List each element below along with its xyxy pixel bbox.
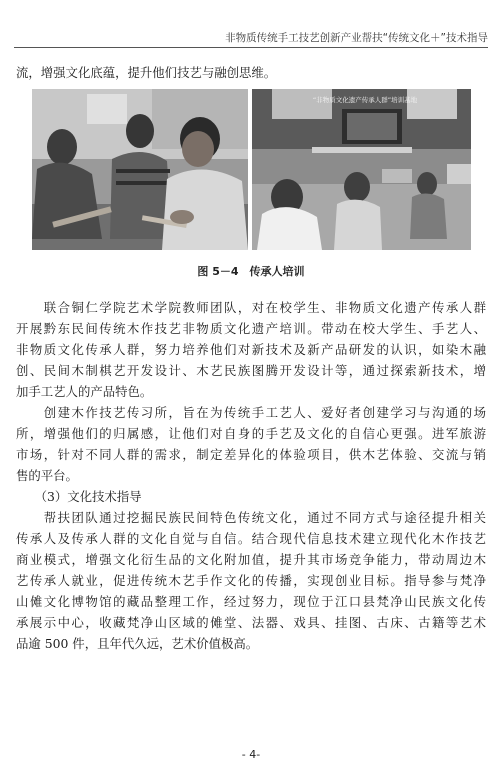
paragraph-1-line-5: 加手工艺人的产品特色。 xyxy=(16,384,153,399)
paragraph-1-line-2: 开展黔东民间传统木作技艺非物质文化遗产培训。带动在校大学生、手艺人、 xyxy=(16,321,486,336)
paragraph-3-line-1: 帮扶团队通过挖掘民族民间特色传统文化，通过不同方式与途径提升相关 xyxy=(16,510,486,525)
paragraph-3-line-5: 山傩文化博物馆的藏品整理工作，经过努力，现位于江口县梵净山民族文化传 xyxy=(16,594,486,609)
paragraph-3-line-2: 传承人及传承人群的文化自觉与自信。结合现代信息技术建立现代化木作技艺 xyxy=(16,531,486,546)
section-heading: （3）文化技术指导 xyxy=(16,489,142,504)
paragraph-2-line-3: 市场，针对不同人群的需求，制定差异化的体验项目，供木艺体验、交流与销 xyxy=(16,447,486,462)
paragraph-3-line-7: 品逾 500 件，且年代久远，艺术价值极高。 xyxy=(16,636,259,651)
paragraph-1-line-1: 联合铜仁学院艺术学院教师团队，对在校学生、非物质文化遗产传承人群 xyxy=(16,300,486,315)
intro-line: 流，增强文化底蕴，提升他们技艺与融创思维。 xyxy=(16,65,277,80)
paragraph-1-line-4: 创、民间木制棋艺开发设计、木艺民族图腾开发设计等，通过探索新技术，增 xyxy=(16,363,486,378)
banner-text: “非物质文化遗产传承人群”培训基地 xyxy=(312,96,418,104)
paragraph-2-line-2: 所，增强他们的归属感，让他们对自身的手艺及文化的自信心更强。进军旅游 xyxy=(16,426,486,441)
paragraph-3-line-4: 艺传承人就业，促进传统木艺手作文化的传播，实现创业目标。指导参与梵净 xyxy=(16,573,486,588)
classroom-training-photo xyxy=(252,89,471,250)
header-rule xyxy=(14,47,488,48)
figure-caption: 图 5－4 传承人培训 xyxy=(197,265,305,278)
paragraph-3-line-3: 商业模式，增强文化衍生品的文化附加值，提升其市场竞争能力，带动周边木 xyxy=(16,552,486,567)
paragraph-1-line-3: 非物质文化传承人群，努力培养他们对新技术及新产品研发的认识，如染木融 xyxy=(16,342,486,357)
page-number: - 4- xyxy=(241,748,261,761)
running-header: 非物质传统手工技艺创新产业帮扶“传统文化＋”技术指导 xyxy=(225,32,488,44)
paragraph-2-line-1: 创建木作技艺传习所，旨在为传统手工艺人、爱好者创建学习与沟通的场 xyxy=(16,405,486,420)
woodcarving-training-photo xyxy=(32,89,248,250)
paragraph-3-line-6: 承展示中心，收藏梵净山区域的傩堂、法器、戏具、挂图、古床、古籍等艺术 xyxy=(16,615,486,630)
paragraph-2-line-4: 售的平台。 xyxy=(16,468,78,483)
